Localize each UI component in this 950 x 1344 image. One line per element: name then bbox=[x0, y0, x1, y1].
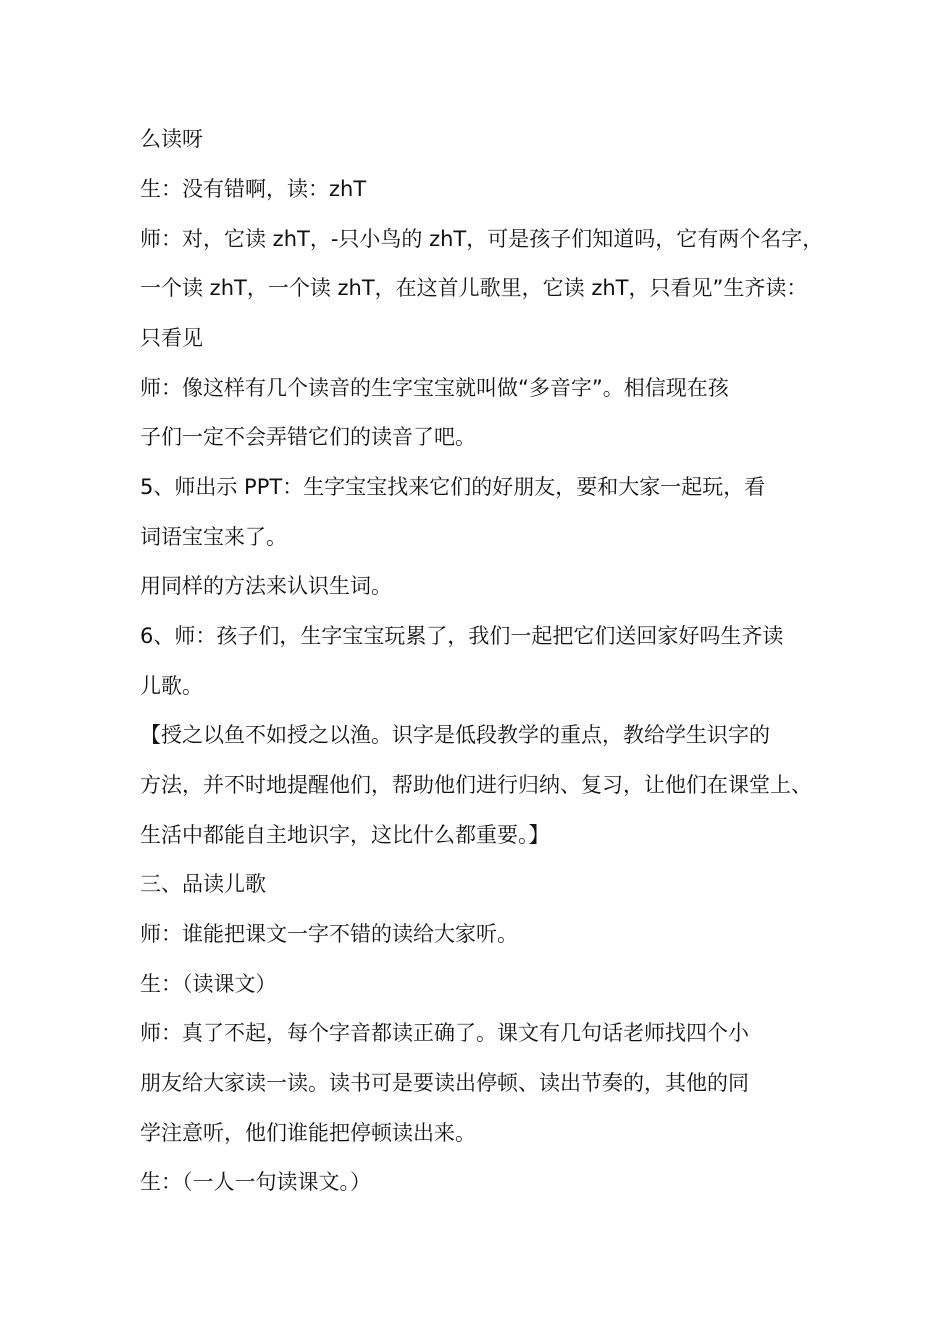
text-line-5: 只看见 bbox=[140, 326, 203, 350]
text-line-21: 学注意听，他们谁能把停顿读出来。 bbox=[140, 1121, 476, 1145]
text-line-9: 词语宝宝来了。 bbox=[140, 525, 287, 549]
text-line-16: 三、品读儿歌 bbox=[140, 872, 266, 896]
text-line-6: 师：像这样有几个读音的生字宝宝就叫做“多音字”。相信现在孩 bbox=[140, 376, 729, 400]
text-line-15: 生活中都能自主地识字，这比什么都重要。】 bbox=[140, 823, 550, 847]
text-line-19: 师：真了不起，每个字音都读正确了。课文有几句话老师找四个小 bbox=[140, 1021, 749, 1045]
text-line-10: 用同样的方法来认识生词。 bbox=[140, 574, 392, 598]
text-line-7: 子们一定不会弄错它们的读音了吧。 bbox=[140, 425, 476, 449]
text-line-11: 6、师：孩子们，生字宝宝玩累了，我们一起把它们送回家好吗生齐读 bbox=[140, 624, 784, 648]
text-line-14: 方法，并不时地提醒他们，帮助他们进行归纳、复习，让他们在课堂上、 bbox=[140, 773, 812, 797]
text-line-4: 一个读 zhT，一个读 zhT，在这首儿歌里，它读 zhT，只看见”生齐读： bbox=[140, 276, 808, 300]
text-line-8: 5、师出示 PPT：生字宝宝找来它们的好朋友，要和大家一起玩，看 bbox=[140, 475, 766, 499]
text-line-17: 师：谁能把课文一字不错的读给大家听。 bbox=[140, 922, 518, 946]
text-line-3: 师：对，它读 zhT，-只小鸟的 zhT，可是孩子们知道吗，它有两个名字， bbox=[140, 227, 824, 251]
text-line-1: 么读呀 bbox=[140, 127, 203, 151]
text-line-2: 生：没有错啊，读：zhT bbox=[140, 177, 367, 201]
text-line-22: 生：（一人一句读课文。） bbox=[140, 1170, 371, 1194]
text-line-13: 【授之以鱼不如授之以渔。识字是低段教学的重点，教给学生识字的 bbox=[140, 723, 770, 747]
text-line-20: 朋友给大家读一读。读书可是要读出停顿、读出节奏的，其他的同 bbox=[140, 1071, 749, 1095]
text-line-12: 儿歌。 bbox=[140, 674, 203, 698]
text-line-18: 生：（读课文） bbox=[140, 972, 277, 996]
